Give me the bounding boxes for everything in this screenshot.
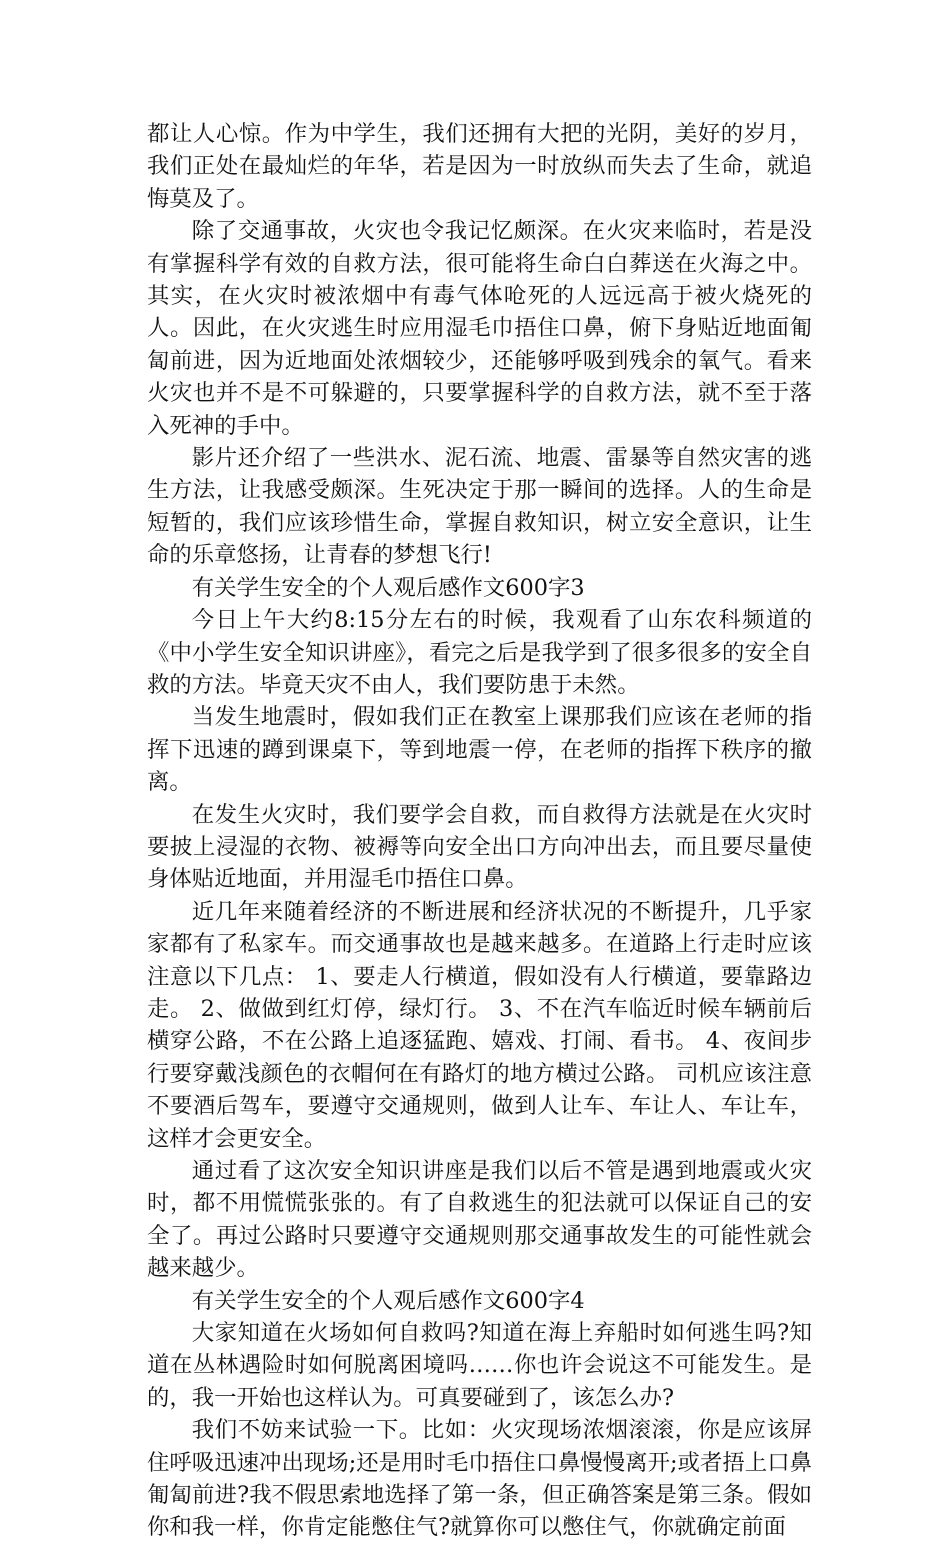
paragraph-film: 影片还介绍了一些洪水、泥石流、地震、雷暴等自然灾害的逃生方法，让我感受颇深。生死决定于那一瞬间的选择。人的生命是短暂的，我们应该珍惜生命，掌握自救知识，树立安全意识，让生命的乐章悠扬，让青春的梦想飞行!: [147, 445, 812, 569]
paragraph-earthquake: 当发生地震时，假如我们正在教室上课那我们应该在老师的指挥下迅速的蹲到课桌下，等到地震一停，在老师的指挥下秩序的撤离。: [147, 704, 812, 796]
paragraph-conclusion: 通过看了这次安全知识讲座是我们以后不管是遇到地震或火灾时，都不用慌慌张张的。有了自救逃生的犯法就可以保证自己的安全了。再过公路时只要遵守交通规则那交通事故发生的可能性就会越来越少。: [147, 1158, 812, 1282]
paragraph-traffic: 近几年来随着经济的不断进展和经济状况的不断提升，几乎家家都有了私家车。而交通事故也是越来越多。在道路上行走时应该注意以下几点： 1、要走人行横道，假如没有人行横道，要靠路边走。 2、做做到红灯停，绿灯行。 3、不在汽车临近时候车辆前后横穿公路，不在公路上追逐猛跑、嬉戏、打闹、看书。 4、夜间步行要穿戴浅颜色的衣帽何在有路灯的地方横过公路。 司机应该注意不要酒后驾车，要遵守交通规则，做到人让车、车让人、车让车，这样才会更安全。: [147, 898, 812, 1152]
paragraph-fire-escape: 在发生火灾时，我们要学会自救，而自救得方法就是在火灾时要披上浸湿的衣物、被褥等向安全出口方向冲出去，而且要尽量使身体贴近地面，并用湿毛巾捂住口鼻。: [147, 801, 812, 893]
section-heading-4: 有关学生安全的个人观后感作文600字4: [191, 1287, 585, 1314]
paragraph-lecture: 今日上午大约8:15分左右的时候，我观看了山东农科频道的《中小学生安全知识讲座》，看完之后是我学到了很多很多的安全自救的方法。毕竟天灾不由人，我们要防患于未然。: [147, 607, 812, 698]
paragraph-experiment: 我们不妨来试验一下。比如：火灾现场浓烟滚滚，你是应该屏住呼吸迅速冲出现场;还是用时毛巾捂住口鼻慢慢离开;或者捂上口鼻匍匐前进?我不假思索地选择了第一条，但正确答案是第三条。假如你和我一样，你肯定能憋住气?就算你可以憋住气，你就确定前面: [147, 1417, 812, 1541]
section-heading-3: 有关学生安全的个人观后感作文600字3: [191, 574, 585, 601]
paragraph-questions: 大家知道在火场如何自救吗?知道在海上弃船时如何逃生吗?知道在丛林遇险时如何脱离困境吗……你也许会说这不可能发生。是的，我一开始也这样认为。可真要碰到了，该怎么办?: [147, 1320, 812, 1411]
paragraph-fire: 除了交通事故，火灾也令我记忆颇深。在火灾来临时，若是没有掌握科学有效的自救方法，很可能将生命白白葬送在火海之中。其实，在火灾时被浓烟中有毒气体呛死的人远远高于被火烧死的人。因此，在火灾逃生时应用湿毛巾捂住口鼻，俯下身贴近地面匍匐前进，因为近地面处浓烟较少，还能够呼吸到残余的氧气。看来火灾也并不是不可躲避的，只要掌握科学的自救方法，就不至于落入死神的手中。: [147, 218, 812, 439]
paragraph-continued: 都让人心惊。作为中学生，我们还拥有大把的光阴，美好的岁月，我们正处在最灿烂的年华，若是因为一时放纵而失去了生命，就追悔莫及了。: [147, 121, 812, 212]
document-page: [147, 118, 812, 1544]
